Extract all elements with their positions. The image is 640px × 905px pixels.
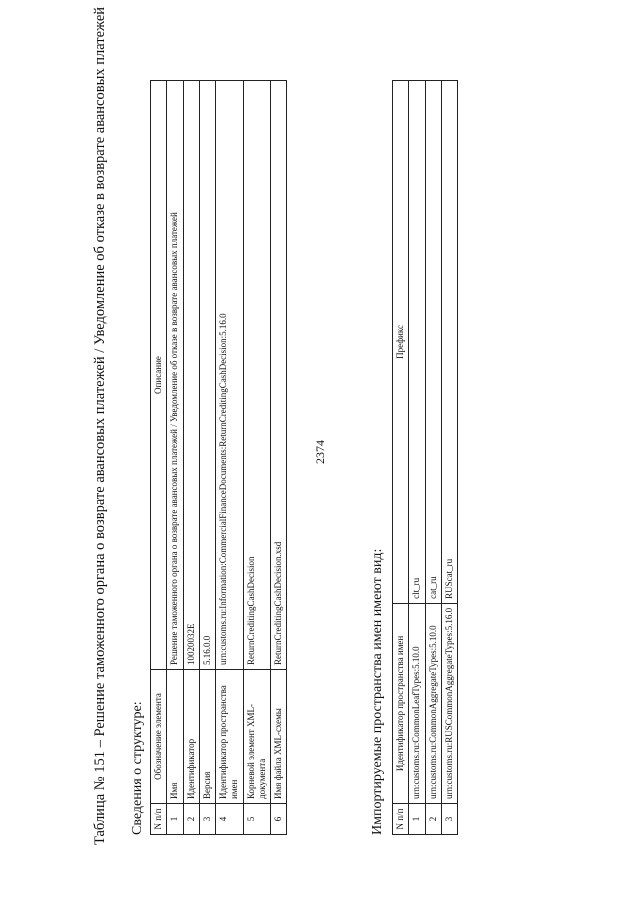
cell: Идентификатор (183, 670, 199, 804)
cell: clt_ru (409, 81, 425, 604)
structure-heading: Сведения о структуре: (130, 701, 145, 835)
cell: 2 (425, 804, 441, 835)
cell: 2 (183, 804, 199, 835)
cell: 5 (243, 804, 271, 835)
header-cell: Описание (151, 81, 167, 670)
table-row (167, 81, 183, 835)
header-cell: Префикс (393, 81, 409, 604)
cell: 4 (216, 804, 244, 835)
cell: 5.16.0.0 (199, 81, 215, 670)
table-row (271, 81, 287, 835)
cell: RUScat_ru (441, 81, 457, 604)
cell: cat_ru (425, 81, 441, 604)
table-row (409, 81, 425, 835)
cell: 1 (167, 804, 183, 835)
cell: 6 (271, 804, 287, 835)
cell: urn:customs.ru:CommonAggregateTypes:5.10.0 (425, 603, 441, 803)
cell: 10020032E (183, 81, 199, 670)
page-number: 2374 (313, 440, 327, 464)
cell: Версия (199, 670, 215, 804)
table-row (199, 81, 215, 835)
cell: Корневой элемент XML-документа (243, 670, 271, 804)
table-row (243, 81, 271, 835)
cell: Имя (167, 670, 183, 804)
cell: ReturnCreditingCashDecision.xsd (271, 81, 287, 670)
header-cell: Идентификатор пространства имен (393, 603, 409, 803)
table-row (425, 81, 441, 835)
cell: Идентификатор пространства имен (216, 670, 244, 804)
cell: 1 (409, 804, 425, 835)
cell: ReturnCreditingCashDecision (243, 81, 271, 670)
header-cell: N п/п (393, 804, 409, 835)
table-row (441, 81, 457, 835)
namespaces-heading: Импортируемые пространства имен имеют вид: (370, 548, 385, 835)
table-row (216, 81, 244, 835)
namespaces-table (392, 80, 458, 835)
table-row (183, 81, 199, 835)
cell: Имя файла XML-схемы (271, 670, 287, 804)
header-cell: Обозначение элемента (151, 670, 167, 804)
cell: urn:customs.ru:RUSCommonAggregateTypes:5.16.0 (441, 603, 457, 803)
cell: 3 (441, 804, 457, 835)
cell: urn:customs.ru:CommonLeafTypes:5.10.0 (409, 603, 425, 803)
cell: Решение таможенного органа о возврате авансовых платежей / Уведомление об отказе в возврате авансовых платежей (167, 81, 183, 670)
cell: urn:customs.ru:Information:CommercialFinanceDocuments:ReturnCreditingCashDecision:5.16.0 (216, 81, 244, 670)
table-header-row (393, 81, 409, 835)
table-header-row (151, 81, 167, 835)
table-title: Таблица № 151 – Решение таможенного органа о возврате авансовых платежей / Уведомление об отказе в возврате авансовых платежей (92, 6, 108, 845)
structure-table (150, 80, 287, 835)
cell: 3 (199, 804, 215, 835)
header-cell: N п/п (151, 804, 167, 835)
